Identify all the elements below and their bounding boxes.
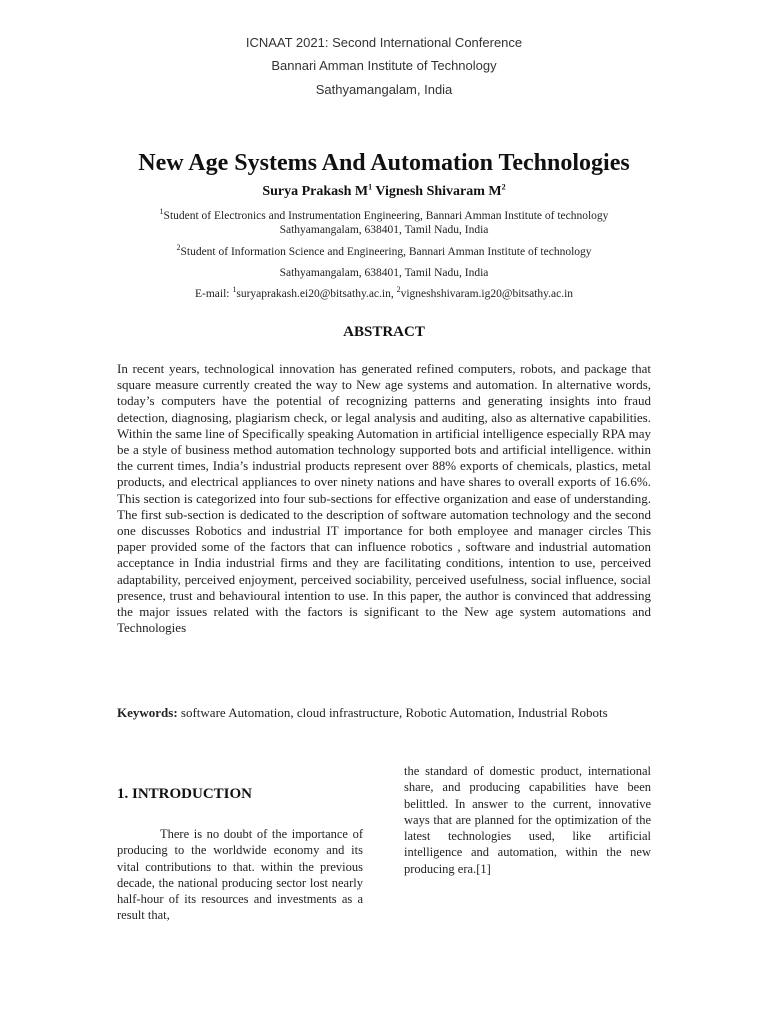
abstract-text: In recent years, technological innovation has generated refined computers, robots, and package that square measure currently created the way to New age systems and automation. In alternative words, today’s computers have the potential of recognizing patterns and generating insights into fraud detection, diagnosing, plagiarism check, or legal analysis and auditing, also as alternative capabilities. Within the same line of Specifically speaking Automation in artificial intelligence especially RPA may be a style of business method automation technology supported bots and artificial intelligence. within the current times, India’s industrial products represent over 88% exports of chemicals, plastics, metal products, and electrical appliances to over ninety nations and have shares to overall exports of 16.6%. This section is categorized into four sub-sections for effective organization and ease of understanding. The first sub-section is dedicated to the description of software automation technology and the second one discusses Robotics and industrial IT importance for both employee and manager circles This paper provided some of the factors that can influence robotics , software and industrial automation acceptance in India industrial firms and they are facilitating conditions, intention to use, perceived adaptability, perceived enjoyment, perceived sociability, perceived usefulness, social influence, social presence, trust and behavioural intention to use. In this paper, the author is convinced that addressing the major issues related with the factors is significant to the New age system automations and Technologies	[117, 361, 651, 636]
introduction-right-column: the standard of domestic product, international share, and producing capabilities have been belittled. In answer to the current, innovative ways that are planned for the optimization of the latest technologies used, like artificial intelligence and automation, within the new producing era.[1]	[404, 764, 651, 876]
keywords-paragraph	[117, 705, 651, 722]
author-2-sup: 2	[501, 182, 506, 192]
author-1-sup: 1	[368, 182, 373, 192]
email-2-sup: 2	[396, 285, 401, 295]
paper-title: New Age Systems And Automation Technologies	[138, 150, 630, 176]
email-1-sup: 1	[232, 285, 237, 295]
author-2-name: Vignesh Shivaram M	[375, 184, 502, 199]
keywords-text: software Automation, cloud infrastructure, Robotic Automation, Industrial Robots	[177, 705, 608, 720]
institute-name: Bannari Amman Institute of Technology	[271, 58, 497, 73]
email-line	[0, 285, 768, 300]
email-2[interactable]: vigneshshivaram.ig20@bitsathy.ac.in	[400, 288, 574, 300]
affiliation-1-sup: 1	[159, 207, 164, 217]
introduction-heading: 1. INTRODUCTION	[117, 786, 253, 802]
conference-name: ICNAAT 2021: Second International Conference	[245, 35, 523, 50]
introduction-left-column: There is no doubt of the importance of producing to the worldwide economy and its vital contributions to that. within the previous decade, the national producing sector lost nearly half-hour of its resources and investments as a result that,	[117, 827, 363, 923]
affiliation-2-line-1	[0, 243, 768, 258]
conference-location: Sathyamangalam, India	[315, 82, 453, 97]
author-line	[0, 184, 768, 200]
author-1-name: Surya Prakash M	[262, 184, 369, 199]
affiliation-2-line-2: Sathyamangalam, 638401, Tamil Nadu, India	[279, 267, 489, 279]
affiliation-1-text: Student of Electronics and Instrumentation Engineering, Bannari Amman Institute of technology	[163, 210, 609, 222]
keywords-label: Keywords:	[117, 705, 178, 720]
email-label: E-mail:	[194, 288, 233, 300]
affiliation-2-text: Student of Information Science and Engineering, Bannari Amman Institute of technology	[180, 246, 592, 258]
affiliation-2-sup: 2	[176, 243, 181, 253]
affiliation-1-line-1	[0, 207, 768, 222]
affiliation-1-line-2: Sathyamangalam, 638401, Tamil Nadu, India	[279, 224, 489, 236]
abstract-heading: ABSTRACT	[343, 324, 425, 340]
email-1[interactable]: suryaprakash.ei20@bitsathy.ac.in,	[236, 288, 397, 300]
